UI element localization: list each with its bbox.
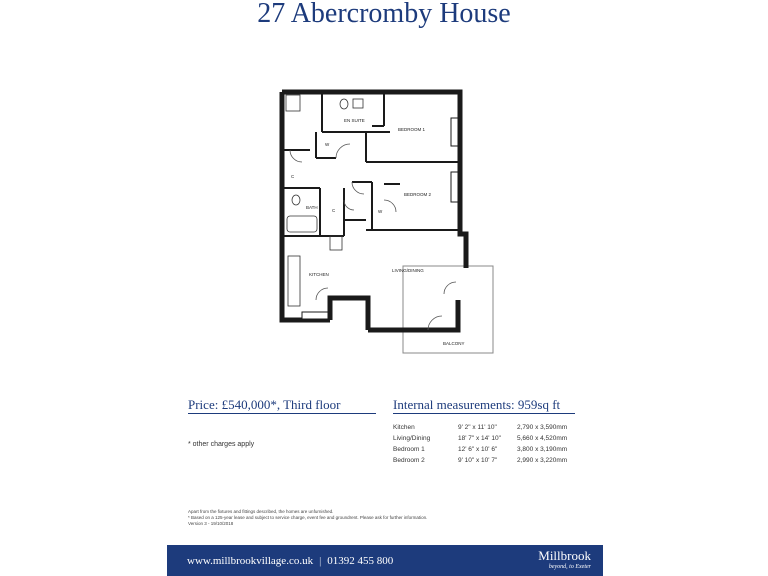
label-cupboard-2: C bbox=[332, 208, 336, 213]
disclaimer-line: Apart from the fixtures and fittings described, the homes are unfurnished. bbox=[188, 509, 334, 514]
price-underline bbox=[188, 413, 376, 414]
charges-note: * other charges apply bbox=[188, 441, 255, 448]
label-kitchen: KITCHEN bbox=[309, 272, 329, 277]
room-metric: 2,990 x 3,220mm bbox=[517, 457, 568, 464]
room-imperial: 9' 2" x 11' 10" bbox=[458, 424, 497, 431]
label-wardrobe-2: W bbox=[378, 209, 383, 214]
brand-logo bbox=[538, 549, 591, 571]
room-imperial: 18' 7" x 14' 10" bbox=[458, 435, 501, 442]
room-name: Bedroom 2 bbox=[393, 457, 425, 464]
bathtub bbox=[287, 216, 317, 232]
measurements-heading: Internal measurements: 959sq ft bbox=[393, 397, 561, 412]
room-metric: 5,660 x 4,520mm bbox=[517, 435, 568, 442]
room-metric: 3,800 x 3,190mm bbox=[517, 446, 568, 453]
version-line: Version 3 - 19/10/2018 bbox=[188, 521, 234, 526]
footer-contact bbox=[187, 555, 393, 567]
label-living-dining: LIVING/DINING bbox=[392, 268, 424, 273]
room-metric: 2,790 x 3,590mm bbox=[517, 424, 568, 431]
disclaimer bbox=[188, 509, 448, 527]
balcony-outline bbox=[403, 266, 493, 353]
room-imperial: 12' 6" x 10' 6" bbox=[458, 446, 498, 453]
table-row bbox=[390, 422, 567, 433]
table-row bbox=[390, 433, 567, 444]
page-title: 27 Abercromby House bbox=[257, 0, 511, 29]
room-dimensions-table bbox=[390, 422, 567, 466]
windows bbox=[302, 118, 458, 319]
label-cupboard-1: C bbox=[291, 174, 295, 179]
room-name: Kitchen bbox=[393, 424, 415, 431]
hob bbox=[330, 236, 342, 250]
phone-number[interactable]: 01392 455 800 bbox=[327, 555, 394, 567]
brand-tagline: beyond, to Exeter bbox=[548, 564, 591, 570]
table-row bbox=[390, 444, 567, 455]
basin bbox=[353, 99, 363, 108]
toilet bbox=[340, 99, 348, 109]
brand-name: Millbrook bbox=[538, 548, 591, 563]
label-en-suite: EN SUITE bbox=[344, 118, 365, 123]
toilet-bath bbox=[292, 195, 300, 205]
footer-separator: | bbox=[319, 555, 322, 567]
outer-walls bbox=[282, 92, 466, 330]
price-text: Price: £540,000*, Third floor bbox=[188, 397, 341, 412]
label-wardrobe-1: W bbox=[325, 142, 330, 147]
table-row bbox=[390, 455, 567, 466]
interior-walls bbox=[284, 94, 460, 236]
label-bedroom-1: BEDROOM 1 bbox=[398, 127, 426, 132]
kitchen-counter bbox=[288, 256, 300, 306]
footer-bar bbox=[167, 545, 603, 576]
website-link[interactable]: www.millbrookvillage.co.uk bbox=[187, 555, 314, 567]
measurements-underline bbox=[393, 413, 575, 414]
label-balcony: BALCONY bbox=[443, 341, 465, 346]
room-name: Bedroom 1 bbox=[393, 446, 425, 453]
room-imperial: 9' 10" x 10' 7" bbox=[458, 457, 498, 464]
label-bath: BATH bbox=[306, 205, 318, 210]
shower-tray bbox=[286, 95, 300, 111]
room-name: Living/Dining bbox=[393, 435, 431, 442]
label-bedroom-2: BEDROOM 2 bbox=[404, 192, 432, 197]
disclaimer-line: * Based on a 125-year lease and subject to service charge, event fee and groundrent. Please ask for further information. bbox=[188, 515, 428, 520]
